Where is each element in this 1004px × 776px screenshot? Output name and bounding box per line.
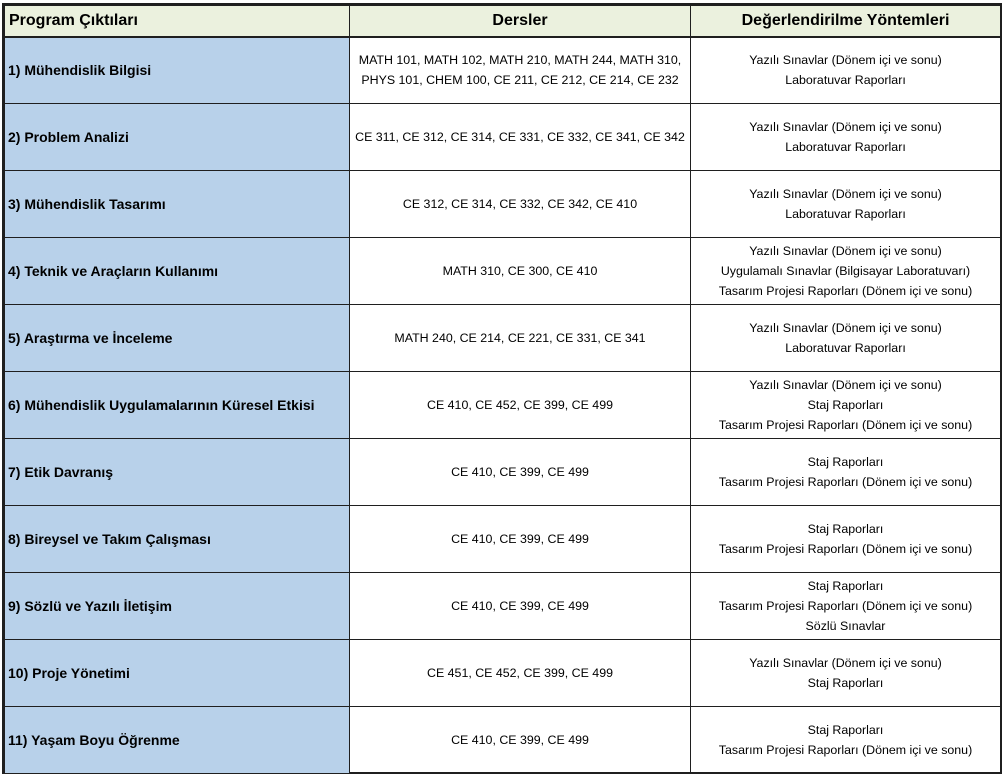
courses-cell: CE 410, CE 452, CE 399, CE 499	[350, 372, 691, 439]
assessment-methods-cell	[691, 640, 1001, 707]
program-outcome-cell: 6) Mühendislik Uygulamalarının Küresel Etkisi	[5, 372, 350, 439]
courses-cell: CE 410, CE 399, CE 499	[350, 573, 691, 640]
assessment-methods-cell	[691, 439, 1001, 506]
table-row	[5, 305, 1001, 372]
assessment-methods-cell	[691, 372, 1001, 439]
assessment-method-item: Tasarım Projesi Raporları (Dönem içi ve sonu)	[718, 743, 973, 757]
assessment-methods-cell	[691, 171, 1001, 238]
assessment-methods-cell	[691, 37, 1001, 104]
courses-cell: MATH 240, CE 214, CE 221, CE 331, CE 341	[350, 305, 691, 372]
program-outcome-cell: 2) Problem Analizi	[5, 104, 350, 171]
program-outcome-cell: 11) Yaşam Boyu Öğrenme	[5, 707, 350, 774]
program-outcome-cell: 10) Proje Yönetimi	[5, 640, 350, 707]
assessment-method-item: Tasarım Projesi Raporları (Dönem içi ve sonu)	[718, 475, 973, 489]
courses-cell: CE 410, CE 399, CE 499	[350, 506, 691, 573]
assessment-method-item: Staj Raporları	[807, 723, 884, 737]
header-courses: Dersler	[350, 6, 691, 37]
assessment-method-item: Uygulamalı Sınavlar (Bilgisayar Laboratuvarı)	[720, 264, 971, 278]
assessment-method-item: Yazılı Sınavlar (Dönem içi ve sonu)	[749, 187, 942, 201]
assessment-method-item: Yazılı Sınavlar (Dönem içi ve sonu)	[749, 53, 942, 68]
assessment-methods-cell	[691, 104, 1001, 171]
courses-cell: CE 312, CE 314, CE 332, CE 342, CE 410	[350, 171, 691, 238]
table-row	[5, 372, 1001, 439]
assessment-methods-cell	[691, 573, 1001, 640]
assessment-method-item: Yazılı Sınavlar (Dönem içi ve sonu)	[749, 120, 942, 134]
assessment-method-item: Tasarım Projesi Raporları (Dönem içi ve sonu)	[718, 284, 973, 298]
courses-cell: CE 311, CE 312, CE 314, CE 331, CE 332, CE 341, CE 342	[350, 104, 691, 171]
courses-cell: CE 410, CE 399, CE 499	[350, 707, 691, 774]
table-row	[5, 171, 1001, 238]
table-row	[5, 104, 1001, 171]
assessment-method-item: Laboratuvar Raporları	[785, 73, 906, 88]
outcomes-table-container	[2, 3, 1002, 774]
assessment-method-item: Laboratuvar Raporları	[785, 140, 906, 154]
header-program-outcomes: Program Çıktıları	[5, 6, 350, 37]
assessment-methods-cell	[691, 506, 1001, 573]
assessment-methods-cell	[691, 305, 1001, 372]
assessment-method-item: Laboratuvar Raporları	[785, 341, 906, 355]
assessment-method-item: Staj Raporları	[807, 398, 884, 412]
program-outcome-cell: 9) Sözlü ve Yazılı İletişim	[5, 573, 350, 640]
program-outcomes-table	[4, 5, 1001, 774]
assessment-method-item: Yazılı Sınavlar (Dönem içi ve sonu)	[749, 378, 942, 392]
table-row	[5, 238, 1001, 305]
courses-cell: MATH 101, MATH 102, MATH 210, MATH 244, MATH 310, PHYS 101, CHEM 100, CE 211, CE 212, CE 214, CE 232	[350, 37, 691, 104]
table-row	[5, 573, 1001, 640]
program-outcome-cell: 1) Mühendislik Bilgisi	[5, 37, 350, 104]
assessment-method-item: Tasarım Projesi Raporları (Dönem içi ve sonu)	[718, 599, 973, 613]
courses-cell: CE 451, CE 452, CE 399, CE 499	[350, 640, 691, 707]
courses-cell: CE 410, CE 399, CE 499	[350, 439, 691, 506]
assessment-methods-cell	[691, 238, 1001, 305]
program-outcome-cell: 3) Mühendislik Tasarımı	[5, 171, 350, 238]
assessment-method-item: Staj Raporları	[807, 579, 884, 593]
table-header-row	[5, 6, 1001, 37]
program-outcome-cell: 4) Teknik ve Araçların Kullanımı	[5, 238, 350, 305]
assessment-method-item: Tasarım Projesi Raporları (Dönem içi ve sonu)	[718, 542, 973, 556]
assessment-method-item: Staj Raporları	[807, 522, 884, 536]
courses-cell: MATH 310, CE 300, CE 410	[350, 238, 691, 305]
assessment-method-item: Laboratuvar Raporları	[785, 207, 906, 221]
table-body	[5, 37, 1001, 774]
program-outcome-cell: 7) Etik Davranış	[5, 439, 350, 506]
table-row	[5, 640, 1001, 707]
program-outcome-cell: 5) Araştırma ve İnceleme	[5, 305, 350, 372]
assessment-method-item: Staj Raporları	[807, 676, 884, 690]
table-row	[5, 37, 1001, 104]
table-row	[5, 439, 1001, 506]
assessment-method-item: Staj Raporları	[807, 455, 884, 469]
table-row	[5, 506, 1001, 573]
table-row	[5, 707, 1001, 774]
assessment-method-item: Yazılı Sınavlar (Dönem içi ve sonu)	[749, 244, 942, 258]
assessment-method-item: Sözlü Sınavlar	[805, 619, 886, 633]
assessment-methods-cell	[691, 707, 1001, 774]
assessment-method-item: Tasarım Projesi Raporları (Dönem içi ve sonu)	[718, 418, 973, 432]
program-outcome-cell: 8) Bireysel ve Takım Çalışması	[5, 506, 350, 573]
assessment-method-item: Yazılı Sınavlar (Dönem içi ve sonu)	[749, 656, 942, 670]
header-assessment-methods: Değerlendirilme Yöntemleri	[691, 6, 1001, 37]
assessment-method-item: Yazılı Sınavlar (Dönem içi ve sonu)	[749, 321, 942, 335]
